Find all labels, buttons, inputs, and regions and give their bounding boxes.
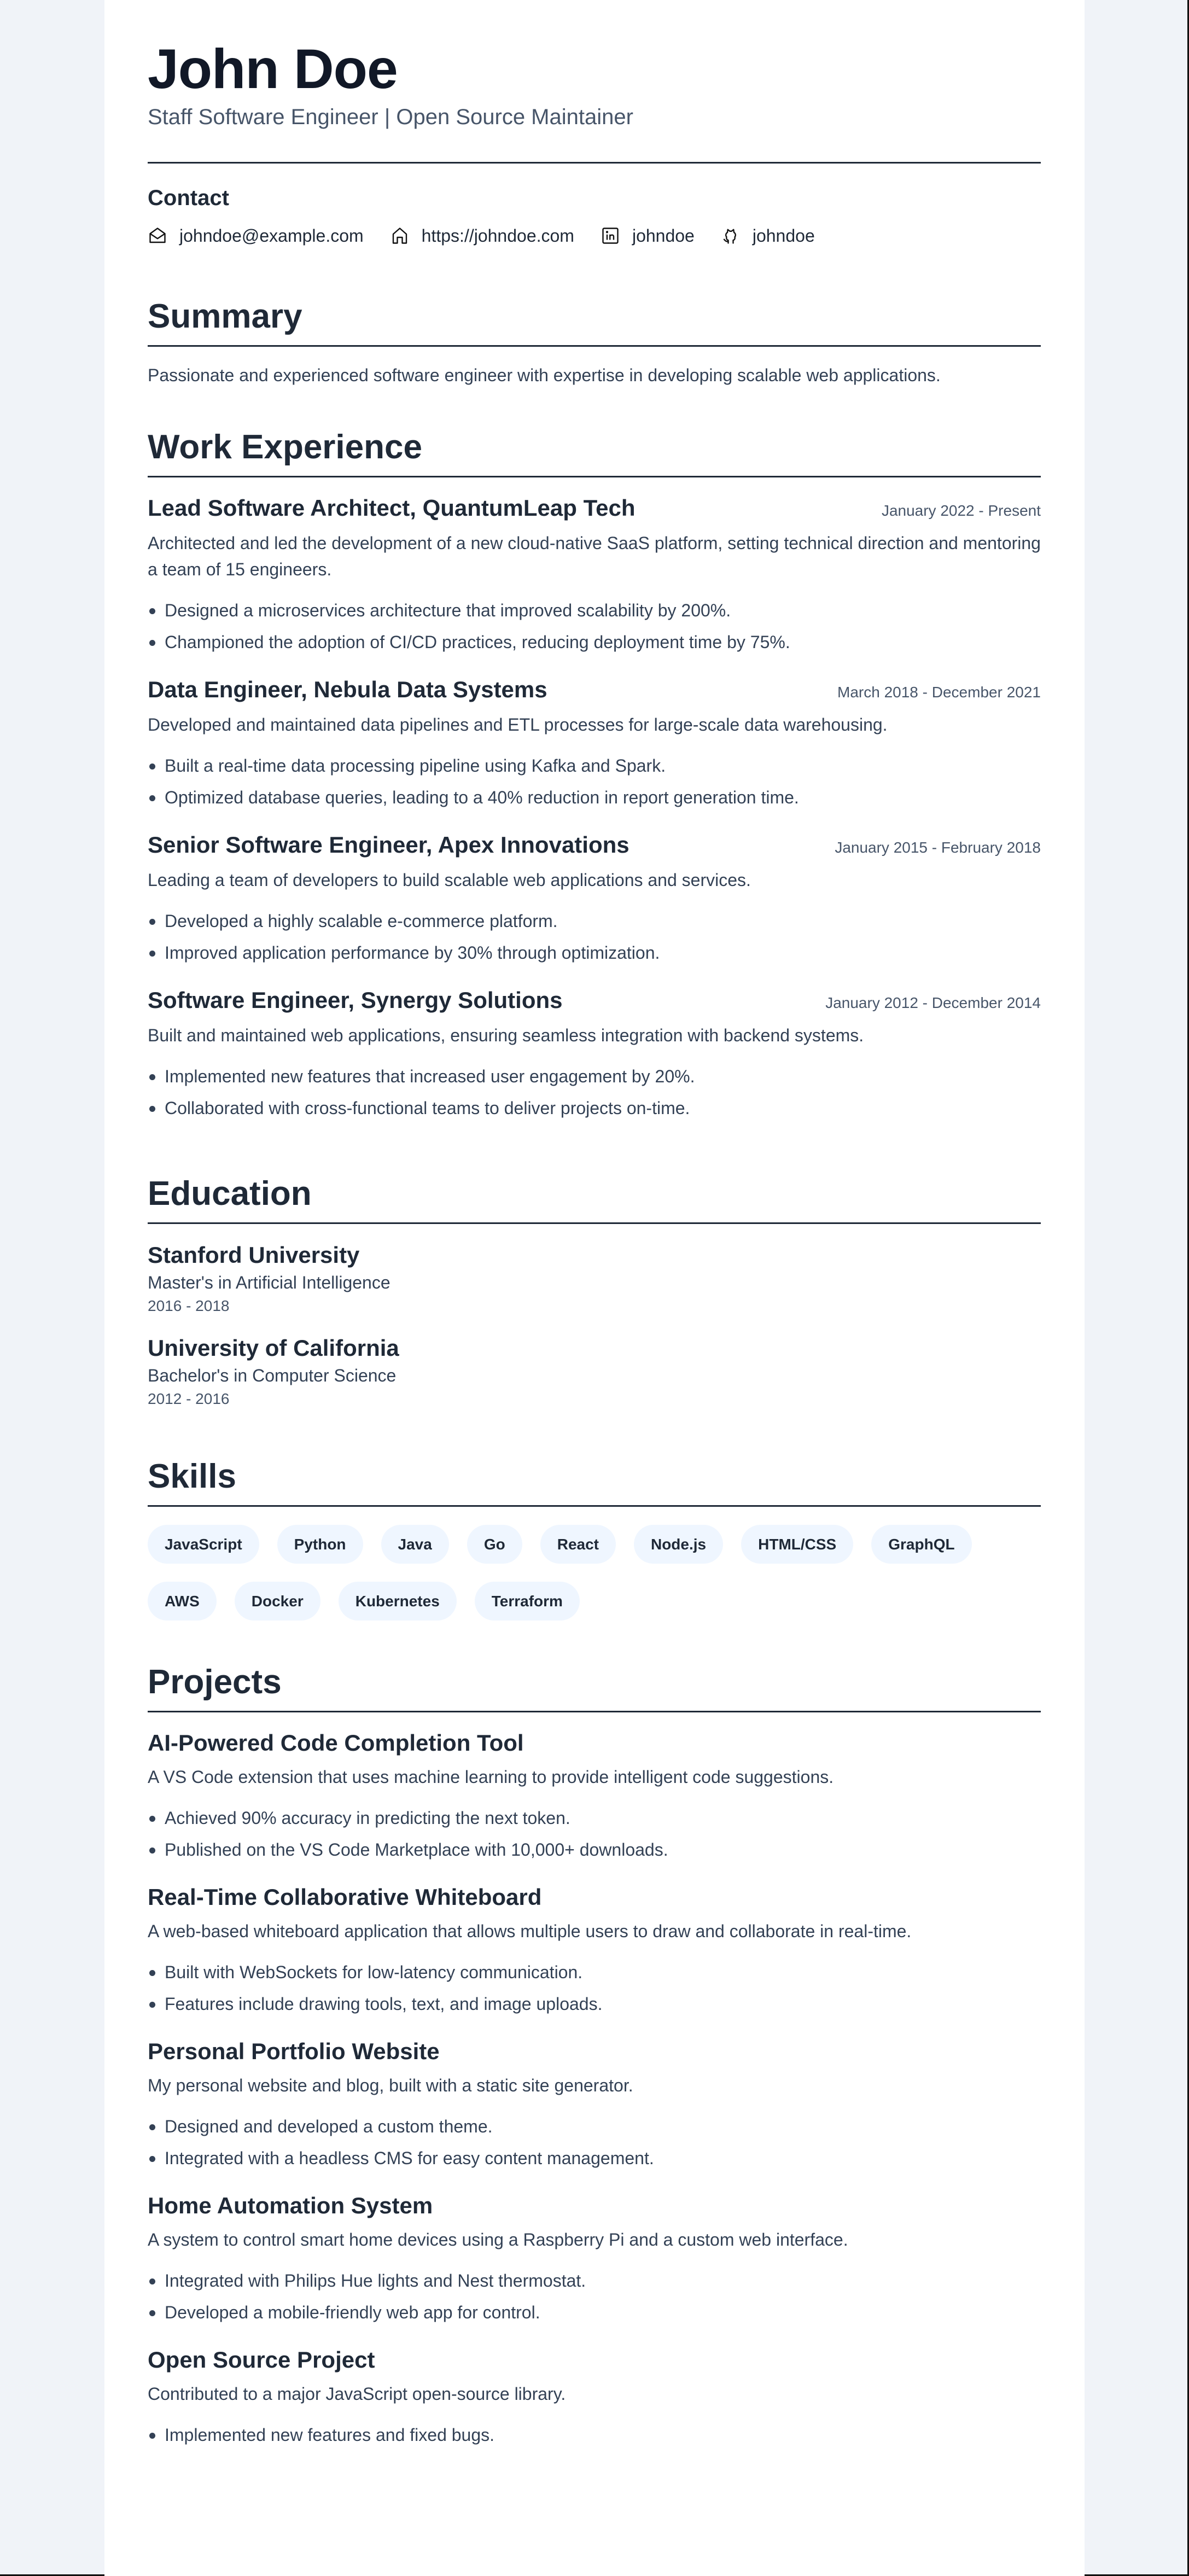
project-title: Real-Time Collaborative Whiteboard xyxy=(148,1884,542,1910)
skill-tag: GraphQL xyxy=(871,1525,971,1564)
achievement-item: Built a real-time data processing pipeline using Kafka and Spark. xyxy=(148,750,1041,782)
project-highlights xyxy=(148,2265,1041,2328)
contact-email-link[interactable] xyxy=(148,226,364,246)
highlight-item: Built with WebSockets for low-latency communication. xyxy=(148,1956,1041,1988)
job-description: Leading a team of developers to build scalable web applications and services. xyxy=(148,870,751,890)
summary-heading: Summary xyxy=(148,298,302,335)
summary-section xyxy=(148,296,1041,388)
summary-divider xyxy=(148,345,1041,347)
job-date: January 2015 - February 2018 xyxy=(835,839,1041,856)
linkedin-icon xyxy=(601,226,620,246)
job-description: Architected and led the development of a new cloud-native SaaS platform, setting technical direction and mentoring a team of 15 engineers. xyxy=(148,533,1041,579)
job-achievements xyxy=(148,595,1041,658)
envelope-open-icon xyxy=(148,226,167,246)
job-title: Senior Software Engineer, Apex Innovations xyxy=(148,832,630,858)
job-date: January 2022 - Present xyxy=(881,502,1041,519)
job-entry xyxy=(148,830,1041,969)
skill-tag: Node.js xyxy=(634,1525,723,1564)
project-highlights xyxy=(148,2419,1041,2451)
achievement-item: Optimized database queries, leading to a 40% reduction in report generation time. xyxy=(148,782,1041,813)
achievement-item: Designed a microservices architecture that improved scalability by 200%. xyxy=(148,595,1041,626)
contact-github-link[interactable] xyxy=(721,226,815,246)
contact-linkedin-link[interactable] xyxy=(601,226,695,246)
achievement-item: Developed a highly scalable e-commerce platform. xyxy=(148,905,1041,937)
person-title: Staff Software Engineer | Open Source Maintainer xyxy=(148,105,633,129)
skills-heading: Skills xyxy=(148,1458,236,1495)
achievement-item: Collaborated with cross-functional teams to deliver projects on-time. xyxy=(148,1092,1041,1124)
person-name: John Doe xyxy=(148,38,398,100)
job-title: Lead Software Architect, QuantumLeap Tech xyxy=(148,495,636,521)
degree: Bachelor's in Computer Science xyxy=(148,1366,397,1385)
project-entry xyxy=(148,1728,1041,1866)
job-entry xyxy=(148,985,1041,1124)
highlight-item: Integrated with Philips Hue lights and Nest thermostat. xyxy=(148,2265,1041,2297)
job-description: Built and maintained web applications, ensuring seamless integration with backend systems. xyxy=(148,1025,864,1045)
skill-tag: HTML/CSS xyxy=(741,1525,853,1564)
header-divider xyxy=(148,162,1041,164)
project-entry xyxy=(148,2345,1041,2451)
project-description: A system to control smart home devices using a Raspberry Pi and a custom web interface. xyxy=(148,2230,848,2249)
skill-tag: JavaScript xyxy=(148,1525,259,1564)
job-entry xyxy=(148,493,1041,658)
education-entry xyxy=(148,1240,1041,1317)
job-description: Developed and maintained data pipelines and ETL processes for large-scale data warehousing. xyxy=(148,715,888,735)
education-section xyxy=(148,1173,1041,1410)
skill-tag: React xyxy=(540,1525,616,1564)
school-name: University of California xyxy=(148,1335,399,1361)
contact-website-text: https://johndoe.com xyxy=(421,225,574,246)
projects-divider xyxy=(148,1711,1041,1712)
project-entry xyxy=(148,1882,1041,2020)
highlight-item: Integrated with a headless CMS for easy content management. xyxy=(148,2142,1041,2174)
skills-section xyxy=(148,1456,1041,1639)
job-achievements xyxy=(148,1060,1041,1124)
contact-github-text: johndoe xyxy=(752,225,815,246)
skill-tag: AWS xyxy=(148,1582,217,1621)
project-description: Contributed to a major JavaScript open-source library. xyxy=(148,2384,566,2404)
highlight-item: Achieved 90% accuracy in predicting the next token. xyxy=(148,1802,1041,1834)
project-title: Personal Portfolio Website xyxy=(148,2038,440,2064)
skills-list xyxy=(148,1525,1041,1639)
project-description: A web-based whiteboard application that allows multiple users to draw and collaborate in real-time. xyxy=(148,1921,912,1941)
project-highlights xyxy=(148,1802,1041,1866)
project-description: My personal website and blog, built with a static site generator. xyxy=(148,2076,633,2095)
job-date: January 2012 - December 2014 xyxy=(825,994,1041,1011)
highlight-item: Designed and developed a custom theme. xyxy=(148,2111,1041,2142)
education-heading: Education xyxy=(148,1175,312,1213)
education-years: 2012 - 2016 xyxy=(148,1390,230,1407)
home-icon xyxy=(390,226,410,246)
job-title: Software Engineer, Synergy Solutions xyxy=(148,987,563,1013)
github-icon xyxy=(721,226,741,246)
skill-tag: Docker xyxy=(235,1582,320,1621)
job-date: March 2018 - December 2021 xyxy=(837,684,1041,701)
contact-website-link[interactable] xyxy=(390,226,574,246)
project-description: A VS Code extension that uses machine learning to provide intelligent code suggestions. xyxy=(148,1767,834,1787)
skill-tag: Terraform xyxy=(475,1582,580,1621)
contact-heading: Contact xyxy=(148,186,229,210)
projects-section xyxy=(148,1662,1041,2451)
achievement-item: Implemented new features that increased user engagement by 20%. xyxy=(148,1060,1041,1092)
summary-text: Passionate and experienced software engineer with expertise in developing scalable web applications. xyxy=(148,365,941,385)
project-title: Open Source Project xyxy=(148,2347,375,2373)
skill-tag: Go xyxy=(467,1525,522,1564)
contact-email-text: johndoe@example.com xyxy=(179,225,364,246)
highlight-item: Features include drawing tools, text, and image uploads. xyxy=(148,1988,1041,2020)
work-experience-divider xyxy=(148,476,1041,477)
job-entry xyxy=(148,674,1041,813)
job-title: Data Engineer, Nebula Data Systems xyxy=(148,677,547,702)
projects-heading: Projects xyxy=(148,1663,282,1701)
contact-linkedin-text: johndoe xyxy=(632,225,695,246)
skill-tag: Kubernetes xyxy=(339,1582,457,1621)
contact-list xyxy=(148,223,1041,249)
highlight-item: Published on the VS Code Marketplace with 10,000+ downloads. xyxy=(148,1834,1041,1866)
skill-tag: Java xyxy=(381,1525,449,1564)
school-name: Stanford University xyxy=(148,1242,360,1268)
project-highlights xyxy=(148,1956,1041,2020)
project-entry xyxy=(148,2036,1041,2174)
job-achievements xyxy=(148,905,1041,969)
project-title: Home Automation System xyxy=(148,2193,433,2218)
highlight-item: Implemented new features and fixed bugs. xyxy=(148,2419,1041,2451)
job-achievements xyxy=(148,750,1041,813)
work-experience-heading: Work Experience xyxy=(148,428,422,466)
contact-section xyxy=(148,184,1041,249)
resume-header xyxy=(148,33,1041,164)
project-title: AI-Powered Code Completion Tool xyxy=(148,1730,524,1756)
achievement-item: Improved application performance by 30% through optimization. xyxy=(148,937,1041,969)
project-entry xyxy=(148,2190,1041,2328)
achievement-item: Championed the adoption of CI/CD practices, reducing deployment time by 75%. xyxy=(148,626,1041,658)
project-highlights xyxy=(148,2111,1041,2174)
work-experience-section xyxy=(148,427,1041,1124)
education-years: 2016 - 2018 xyxy=(148,1297,230,1314)
degree: Master's in Artificial Intelligence xyxy=(148,1273,390,1292)
resume-page xyxy=(104,0,1085,2576)
education-divider xyxy=(148,1222,1041,1224)
skills-divider xyxy=(148,1505,1041,1507)
skill-tag: Python xyxy=(277,1525,363,1564)
highlight-item: Developed a mobile-friendly web app for control. xyxy=(148,2297,1041,2328)
education-entry xyxy=(148,1333,1041,1410)
